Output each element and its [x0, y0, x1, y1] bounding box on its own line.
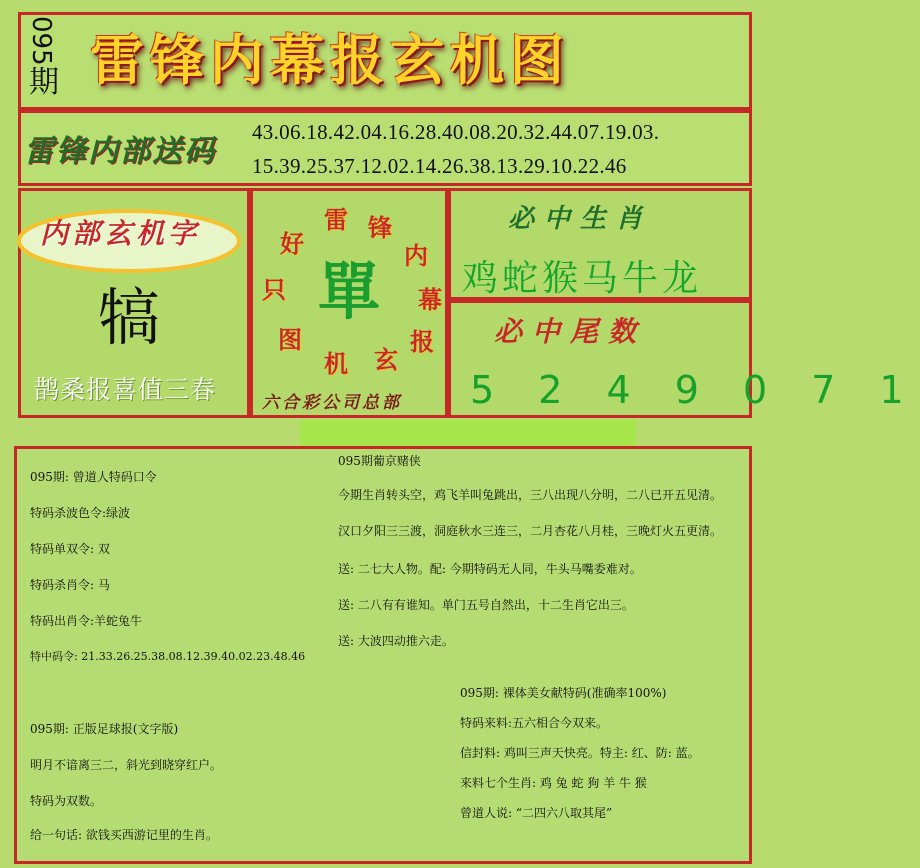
text-line: 095期: 裸体美女献特码(准确率100%) — [460, 686, 667, 700]
divider-stripe — [300, 420, 636, 446]
text-line: 来料七个生肖: 鸡 兔 蛇 狗 羊 牛 猴 — [460, 776, 647, 790]
main-char: 單 — [318, 255, 381, 328]
tail-title: 必中尾数 — [494, 315, 647, 348]
text-line: 曾道人说: “二四六八取其尾” — [460, 806, 613, 820]
text-line: 给一句话: 欲钱买西游记里的生肖。 — [30, 828, 218, 842]
ring-char: 玄 — [374, 345, 398, 374]
text-line: 特码杀波色令:绿波 — [30, 506, 131, 520]
ring-char: 报 — [410, 327, 434, 356]
text-line: 明月不谙离三二，斜光到晓穿红户。 — [30, 758, 223, 772]
text-line: 汉口夕阳三三渡，洞庭秋水三连三，二月杏花八月桂，三晚灯火五更清。 — [338, 524, 723, 538]
text-line: 095期: 正版足球报(文字版) — [30, 722, 179, 736]
ring-char: 机 — [324, 349, 348, 378]
text-line: 特中码令: 21.33.26.25.38.08.12.39.40.02.23.48.46 — [30, 650, 306, 663]
text-line: 095期葡京赌侠 — [338, 454, 421, 468]
text-line: 送: 大波四动推六走。 — [338, 634, 454, 648]
issue-digits: 095 — [26, 16, 56, 66]
ring-char: 图 — [278, 325, 302, 354]
ring-char: 锋 — [368, 213, 392, 242]
issue-number — [26, 16, 62, 98]
text-line: 特码出肖令:羊蛇兔牛 — [30, 614, 143, 628]
zodiac-list: 鸡蛇猴马牛龙 — [462, 258, 703, 299]
page-title: 雷锋内幕报玄机图 — [90, 28, 570, 92]
text-line: 送: 二八有有谁知。单门五号自然出，十二生肖它出三。 — [338, 598, 634, 612]
ring-char: 幕 — [418, 285, 442, 314]
text-line: 今期生肖转头空，鸡飞羊叫兔跳出，三八出现八分明，二八已开五见清。 — [338, 488, 723, 502]
codes-line-1: 43.06.18.42.04.16.28.40.08.20.32.44.07.19.03. — [252, 120, 660, 144]
secret-badge: 内部玄机字 — [40, 217, 201, 250]
text-line: 送: 二七大人物。配: 今期特码无人同，牛头马嘴委难对。 — [338, 562, 642, 576]
codes-line-2: 15.39.25.37.12.02.14.26.38.13.29.10.22.46 — [252, 154, 627, 178]
ring-char: 好 — [280, 229, 304, 258]
text-line: 信封料: 鸡叫三声天快亮。特主: 红、防: 蓝。 — [460, 746, 700, 760]
text-line: 特码杀肖令: 马 — [30, 578, 110, 592]
secret-char: 犒 — [98, 281, 161, 354]
company-label: 六合彩公司总部 — [262, 393, 402, 413]
ring-char: 只 — [262, 275, 286, 304]
text-line: 特码来料:五六相合今双来。 — [460, 716, 609, 730]
text-line: 特码单双令: 双 — [30, 542, 110, 556]
text-line: 095期: 曾道人特码口令 — [30, 470, 157, 484]
ring-char: 雷 — [324, 205, 348, 234]
text-line: 特码为双数。 — [30, 794, 103, 808]
secret-poem: 鹊桑报喜值三春 — [34, 375, 217, 404]
issue-suffix: 期 — [29, 64, 59, 100]
ring-char: 内 — [404, 241, 428, 270]
zodiac-title: 必中生肖 — [508, 204, 653, 234]
tail-digits: 5 2 4 9 0 7 1 — [470, 368, 920, 412]
codes-label: 雷锋内部送码 — [24, 134, 216, 169]
